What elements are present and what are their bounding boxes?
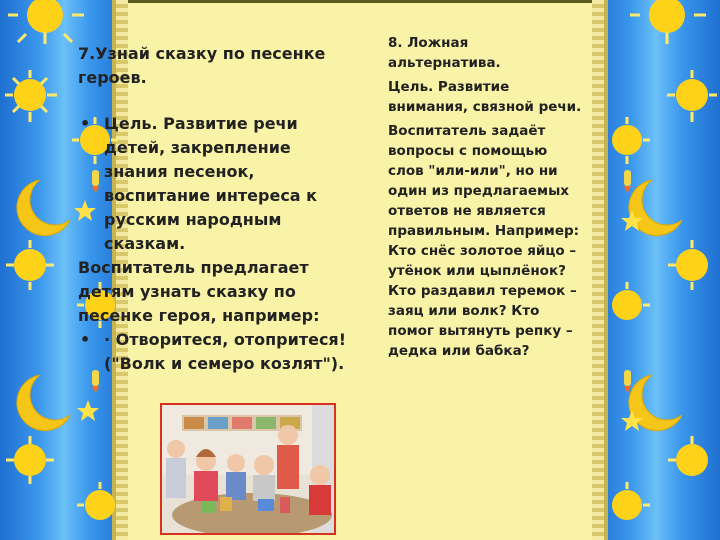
sun-icon	[6, 240, 54, 290]
game-7-title: 7.Узнай сказку по песенке героев.	[78, 44, 326, 87]
left-text-column	[78, 42, 358, 376]
sun-icon	[668, 240, 708, 290]
rocket-icon	[624, 170, 631, 193]
sun-icon	[668, 436, 708, 476]
top-divider	[128, 0, 592, 3]
sun-icon	[667, 70, 717, 122]
sun-icon	[77, 482, 115, 520]
children-photo-drawing	[162, 405, 334, 533]
game-7-example	[78, 328, 358, 376]
game-8-goal: Цель. Развитие внимания, связной речи.	[388, 79, 582, 115]
bullet-glyph: •	[80, 114, 91, 133]
sun-icon	[6, 436, 54, 484]
game-7-goal	[78, 112, 358, 256]
right-decor-strip	[592, 0, 720, 540]
sun-icon	[8, 0, 84, 44]
game-8-title: 8. Ложная альтернатива.	[388, 35, 501, 71]
right-text-column	[388, 33, 583, 365]
game-8-description: Воспитатель задаёт вопросы с помощью слов "или-или", но ни один из предлагаемых ответов не является правильным. Например: Кто снёс золотое яйцо – утёнок или цыплёнок? Кто раздавил теремок – заяц или волк? Кто помог вытянуть репку – дедка или бабка?	[388, 123, 580, 359]
right-strip-decor	[592, 0, 720, 540]
sun-icon	[612, 282, 650, 320]
game-7-example-text: · Отворитеся, отопритеся! ("Волк и семеро козлят").	[104, 330, 346, 373]
sun-icon	[612, 117, 650, 164]
sun-icon	[630, 0, 706, 44]
game-7-description: Воспитатель предлагает детям узнать сказку по песенке героя, например:	[78, 258, 320, 325]
sun-icon	[5, 70, 57, 122]
moon-icon	[17, 180, 70, 236]
sun-icon	[612, 482, 650, 520]
rocket-icon	[624, 370, 631, 393]
children-photo	[160, 403, 336, 535]
bullet-glyph: •	[80, 330, 91, 349]
star-icon	[77, 400, 99, 421]
game-7-goal-text: Цель. Развитие речи детей, закрепление знания песенок, воспитание интереса к русским народным сказкам.	[104, 114, 318, 253]
moon-icon	[17, 375, 70, 431]
